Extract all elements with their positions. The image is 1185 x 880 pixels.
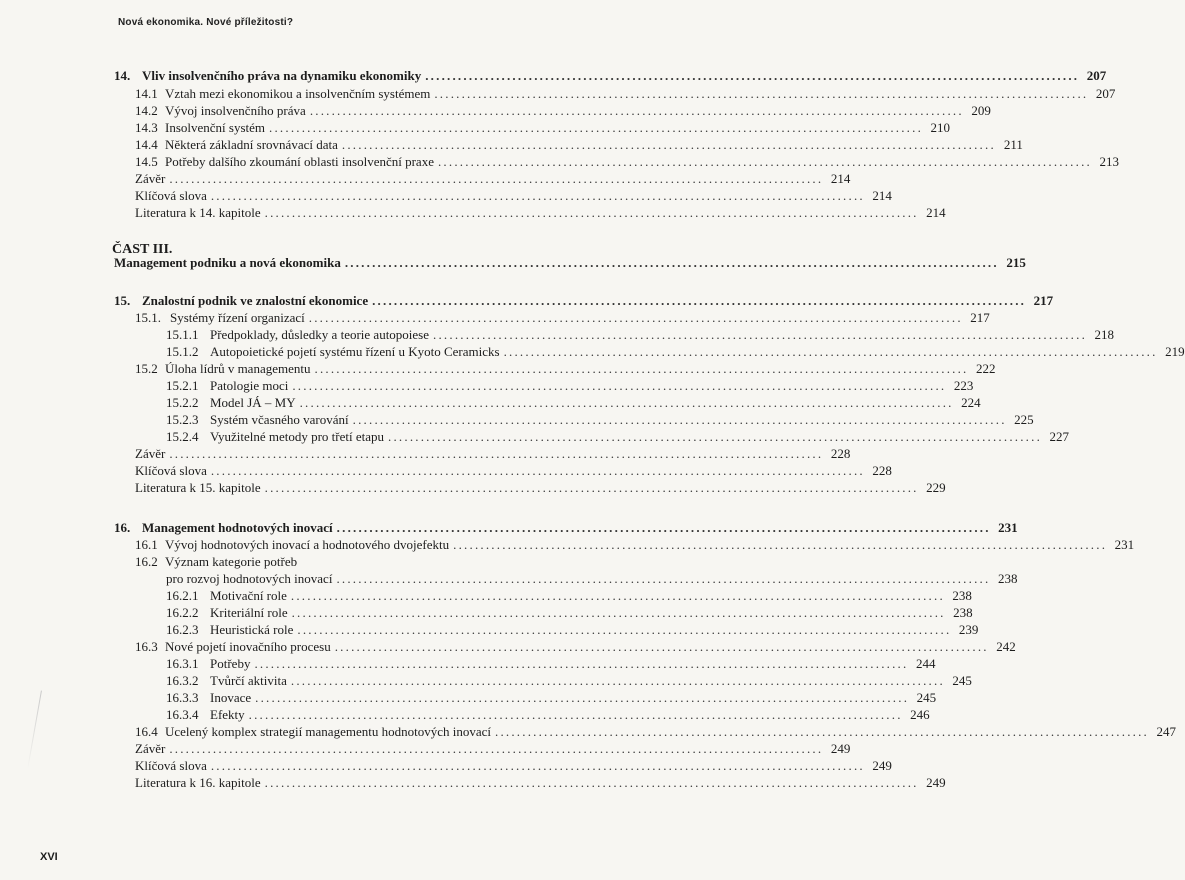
- toc-entry-number: 16.2.3: [166, 622, 199, 637]
- toc-entry: [135, 359, 996, 376]
- scan-artifact-line: [27, 691, 42, 770]
- toc-chapter-entry: [114, 66, 1107, 83]
- toc-page-number: 242: [996, 639, 1016, 654]
- dot-leader: ........................................................................................................................: [314, 361, 969, 376]
- toc-entry-title: Autopoietické pojetí systému řízení u Kyoto Ceramicks: [210, 344, 500, 359]
- dot-leader: ........................................................................................................................: [210, 758, 865, 773]
- dot-leader: ........................................................................................................................: [264, 205, 919, 220]
- toc-entry: [166, 376, 974, 393]
- toc-page-number: 219: [1165, 344, 1185, 359]
- toc-entry-title: Vývoj insolvenčního práva: [165, 103, 306, 118]
- toc-entry-number: 14.2: [135, 103, 158, 118]
- dot-leader: ........................................................................................................................: [264, 775, 919, 790]
- toc-entry-number: 14.4: [135, 137, 158, 152]
- toc-entry-title: Literatura k 16. kapitole: [135, 775, 261, 790]
- toc-page-number: 249: [926, 775, 946, 790]
- toc-page-number: 207: [1095, 86, 1116, 101]
- toc-entry-title: Vývoj hodnotových inovací a hodnotového dvojefektu: [165, 537, 450, 552]
- toc-entry: [135, 535, 1135, 552]
- toc-entry-number: 16.3.4: [166, 707, 199, 722]
- toc-page-number: 215: [1006, 255, 1026, 270]
- toc-page-number: 222: [976, 361, 996, 376]
- dot-leader: ........................................................................................................................: [292, 378, 947, 393]
- dot-leader: ........................................................................................................................: [453, 537, 1108, 552]
- toc-entry: [166, 410, 1034, 427]
- dot-leader: ........................................................................................................................: [308, 310, 963, 325]
- toc-page-number: 218: [1094, 327, 1115, 342]
- toc-entry: [166, 342, 1185, 359]
- toc-entry: [166, 427, 1070, 444]
- toc-page-number: 245: [916, 690, 937, 705]
- toc-part-entry: [114, 253, 1026, 270]
- toc-entry-title: Závěr: [135, 741, 166, 756]
- dot-leader: ........................................................................................................................: [336, 520, 991, 535]
- toc-entry: [135, 186, 892, 203]
- dot-leader: ........................................................................................................................: [210, 463, 865, 478]
- toc-entry-number: 16.2.1: [166, 588, 199, 603]
- toc-entry-number: 16.3.3: [166, 690, 199, 705]
- toc-entry: [135, 101, 991, 118]
- toc-entry: [135, 444, 851, 461]
- dot-leader: ........................................................................................................................: [290, 588, 945, 603]
- dot-leader: ........................................................................................................................: [495, 724, 1149, 739]
- toc-page-number: 247: [1156, 724, 1176, 739]
- toc-page-number: 238: [953, 605, 973, 620]
- toc-page-number: 238: [997, 571, 1018, 586]
- dot-leader: ........................................................................................................................: [254, 656, 909, 671]
- dot-leader: ........................................................................................................................: [264, 480, 919, 495]
- toc-page-number: 217: [1033, 293, 1054, 308]
- toc-entry-title: Vliv insolvenčního práva na dynamiku ekonomiky: [142, 68, 422, 83]
- toc-entry-title: Literatura k 14. kapitole: [135, 205, 261, 220]
- toc-entry-title: Management podniku a nová ekonomika: [114, 255, 341, 270]
- toc-page-number: 214: [926, 205, 946, 220]
- toc-entry-number: 15.1.2: [166, 344, 199, 359]
- toc-entry-title: Úloha lídrů v managementu: [165, 361, 311, 376]
- toc-entry-title: Klíčová slova: [135, 188, 207, 203]
- toc-entry: [135, 84, 1116, 101]
- toc-entry-title: Potřeby dalšího zkoumání oblasti insolvenční praxe: [165, 154, 434, 169]
- toc-page-number: 210: [930, 120, 951, 135]
- toc-entry: [135, 169, 851, 186]
- toc-entry: [135, 552, 568, 569]
- toc-entry: [135, 756, 892, 773]
- toc-page-number: 214: [830, 171, 851, 186]
- toc-entry: [135, 739, 851, 756]
- toc-entry-number: 15.2.1: [166, 378, 199, 393]
- toc-entry: [166, 603, 973, 620]
- toc-entry-number: 14.1: [135, 86, 158, 101]
- toc-entry-title: Literatura k 15. kapitole: [135, 480, 261, 495]
- dot-leader: ........................................................................................................................: [299, 395, 954, 410]
- toc-entry-title: Závěr: [135, 171, 166, 186]
- toc-chapter-entry: [114, 518, 1018, 535]
- toc-entry-title: Předpoklady, důsledky a teorie autopoiese: [210, 327, 430, 342]
- toc-entry-title: Využitelné metody pro třetí etapu: [210, 429, 385, 444]
- dot-leader: ........................................................................................................................: [433, 327, 1088, 342]
- toc-entry-number: 16.3.2: [166, 673, 199, 688]
- running-header: Nová ekonomika. Nové příležitosti?: [118, 17, 294, 28]
- toc-entry: [166, 569, 1018, 586]
- toc-entry-title: Ucelený komplex strategií managementu hodnotových inovací: [165, 724, 491, 739]
- toc-entry-number: 16.3.1: [166, 656, 199, 671]
- toc-entry-number: 14.5: [135, 154, 158, 169]
- page-number-footer: XVI: [40, 851, 58, 863]
- toc-entry-number: 16.3: [135, 639, 158, 654]
- dot-leader: ........................................................................................................................: [425, 68, 1080, 83]
- toc-page-number: 229: [926, 480, 946, 495]
- toc-entry-title: Význam kategorie potřeb: [165, 554, 298, 569]
- toc-page-number: 224: [961, 395, 981, 410]
- toc-page-number: 228: [830, 446, 851, 461]
- toc-page-number: 228: [872, 463, 892, 478]
- toc-entry-number: 16.1: [135, 537, 158, 552]
- toc-entry-number: 16.: [114, 520, 131, 535]
- dot-leader: ........................................................................................................................: [334, 639, 989, 654]
- toc-entry-title: Kriteriální role: [210, 605, 288, 620]
- toc-page-number: 239: [958, 622, 979, 637]
- toc-entry: [166, 705, 930, 722]
- dot-leader: ........................................................................................................................: [372, 293, 1027, 308]
- dot-leader: ........................................................................................................................: [291, 605, 946, 620]
- dot-leader: ........................................................................................................................: [269, 120, 924, 135]
- dot-leader: ........................................................................................................................: [388, 429, 1043, 444]
- toc-entry-number: 15.2: [135, 361, 158, 376]
- toc-entry-number: 15.2.3: [166, 412, 199, 427]
- toc-entry: [135, 308, 990, 325]
- toc-entry: [135, 637, 1016, 654]
- toc-entry-title: Tvůrčí aktivita: [210, 673, 287, 688]
- toc-entry: [166, 325, 1115, 342]
- toc-page-number: 238: [952, 588, 972, 603]
- dot-leader: ........................................................................................................................: [341, 137, 996, 152]
- toc-entry-title: Nové pojetí inovačního procesu: [165, 639, 331, 654]
- toc-entry: [135, 722, 1176, 739]
- toc-entry: [166, 671, 972, 688]
- toc-entry: [166, 688, 937, 705]
- toc-entry-title: Klíčová slova: [135, 463, 207, 478]
- dot-leader: ........................................................................................................................: [255, 690, 910, 705]
- toc-page-number: 225: [1014, 412, 1034, 427]
- toc-entry-title: pro rozvoj hodnotových inovací: [166, 571, 333, 586]
- dot-leader: ........................................................................................................................: [352, 412, 1007, 427]
- toc-entry-title: Efekty: [210, 707, 245, 722]
- dot-leader: ........................................................................................................................: [169, 171, 824, 186]
- toc-entry-title: Systémy řízení organizací: [170, 310, 305, 325]
- toc-entry-title: Klíčová slova: [135, 758, 207, 773]
- toc-page-number: 209: [971, 103, 991, 118]
- toc-entry-title: Model JÁ – MY: [210, 395, 296, 410]
- toc-entry-title: Insolvenční systém: [165, 120, 266, 135]
- toc-entry-title: Systém včasného varování: [210, 412, 349, 427]
- toc-entry-title: Vztah mezi ekonomikou a insolvenčním systémem: [165, 86, 431, 101]
- toc-entry: [135, 152, 1119, 169]
- toc-entry-title: Znalostní podnik ve znalostní ekonomice: [142, 293, 369, 308]
- toc-page-number: 217: [970, 310, 990, 325]
- dot-leader: ........................................................................................................................: [437, 154, 1092, 169]
- part-label: ČAST III.: [112, 242, 173, 257]
- toc-entry: [135, 478, 946, 495]
- toc-page-number: 245: [952, 673, 972, 688]
- toc-entry-number: 16.4: [135, 724, 158, 739]
- toc-entry: [135, 118, 951, 135]
- toc-entry-number: 15.1.1: [166, 327, 199, 342]
- toc-entry-title: Potřeby: [210, 656, 251, 671]
- toc-chapter-entry: [114, 291, 1054, 308]
- toc-page-number: 207: [1086, 68, 1107, 83]
- toc-entry-title: Některá základní srovnávací data: [165, 137, 338, 152]
- toc-entry-number: 16.2: [135, 554, 158, 569]
- dot-leader: ........................................................................................................................: [309, 103, 964, 118]
- toc-entry-number: 16.2.2: [166, 605, 199, 620]
- dot-leader: ........................................................................................................................: [434, 86, 1089, 101]
- dot-leader: ........................................................................................................................: [248, 707, 903, 722]
- toc-page-number: 214: [872, 188, 892, 203]
- dot-leader: ........................................................................................................................: [344, 255, 999, 270]
- dot-leader: ........................................................................................................................: [336, 571, 991, 586]
- toc-entry: [166, 586, 972, 603]
- toc-entry-number: 15.1.: [135, 310, 161, 325]
- toc-entry-title: Patologie moci: [210, 378, 289, 393]
- dot-leader: ........................................................................................................................: [290, 673, 945, 688]
- toc-page-number: 231: [998, 520, 1018, 535]
- toc-entry-number: 15.: [114, 293, 131, 308]
- toc-entry-title: Motivační role: [210, 588, 287, 603]
- toc-page-number: 227: [1049, 429, 1070, 444]
- toc-entry-title: Heuristická role: [210, 622, 294, 637]
- toc-entry-number: 14.3: [135, 120, 158, 135]
- dot-leader: ........................................................................................................................: [169, 446, 824, 461]
- toc-entry: [166, 393, 981, 410]
- toc-entry: [166, 654, 936, 671]
- toc-entry-number: 14.: [114, 68, 131, 83]
- dot-leader: ........................................................................................................................: [210, 188, 865, 203]
- toc-page-number: 231: [1114, 537, 1135, 552]
- toc-entry: [135, 203, 946, 220]
- toc-entry-title: Závěr: [135, 446, 166, 461]
- dot-leader: ........................................................................................................................: [297, 622, 952, 637]
- toc-page-number: 244: [915, 656, 936, 671]
- toc-entry: [135, 773, 946, 790]
- toc-page-number: 211: [1003, 137, 1023, 152]
- toc-page-number: 249: [830, 741, 851, 756]
- toc-page-number: 246: [910, 707, 930, 722]
- toc-entry: [135, 135, 1023, 152]
- dot-leader: ........................................................................................................................: [169, 741, 824, 756]
- toc-entry: [166, 620, 979, 637]
- toc-entry-number: 15.2.4: [166, 429, 199, 444]
- toc-page-number: 213: [1099, 154, 1119, 169]
- toc-entry: [135, 461, 892, 478]
- dot-leader: ........................................................................................................................: [503, 344, 1158, 359]
- toc-page-number: 223: [953, 378, 974, 393]
- toc-entry-title: Inovace: [210, 690, 252, 705]
- toc-entry-number: 15.2.2: [166, 395, 199, 410]
- toc-page-number: 249: [872, 758, 892, 773]
- toc-entry-title: Management hodnotových inovací: [142, 520, 333, 535]
